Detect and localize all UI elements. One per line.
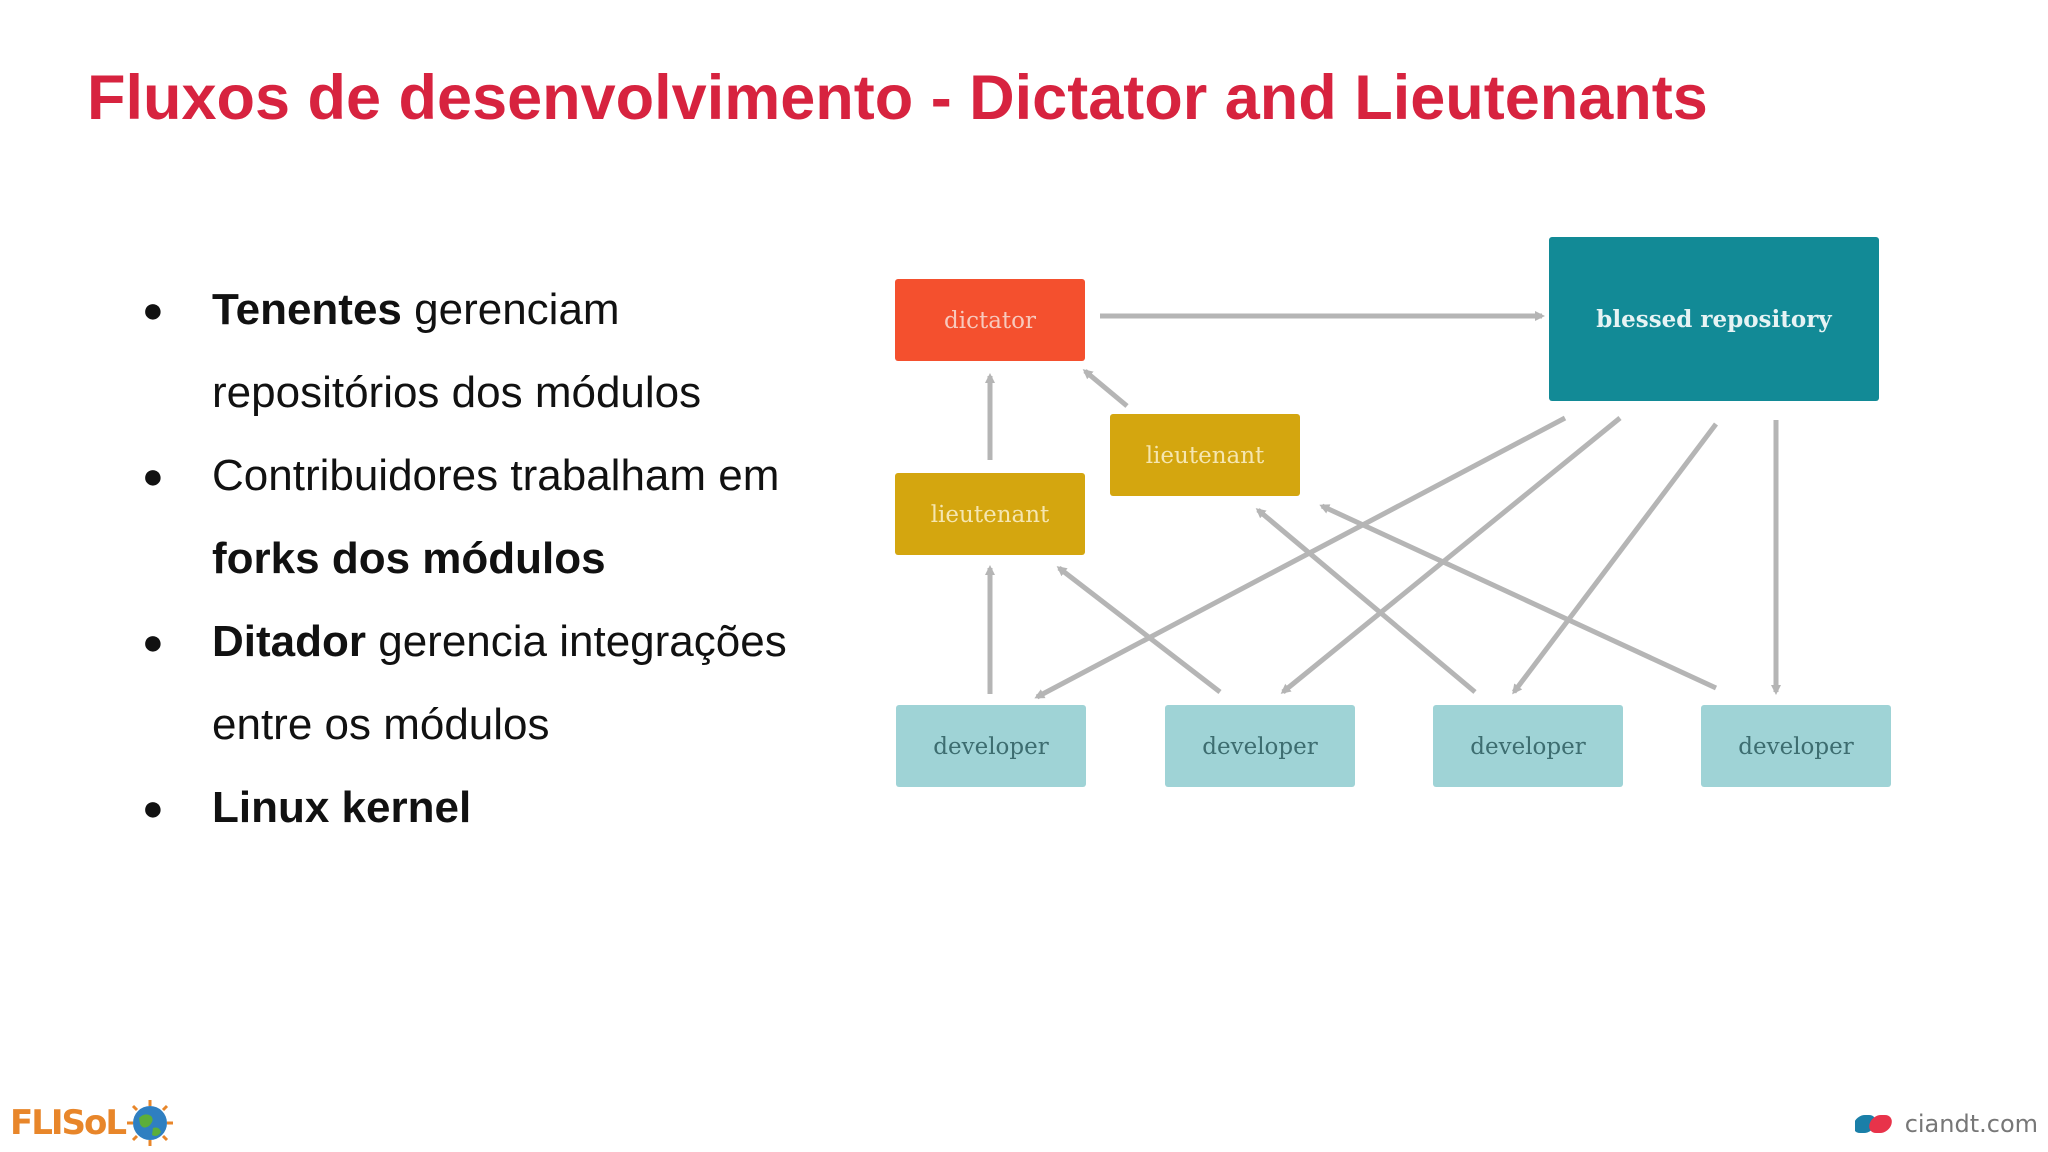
node-lieutenant-a — [895, 473, 1085, 555]
ciandt-logo — [1855, 1110, 2038, 1138]
node-label: blessed repository — [1596, 306, 1832, 333]
node-developer-2 — [1165, 705, 1355, 787]
node-label: developer — [1470, 734, 1586, 760]
flow-arrow — [1322, 506, 1716, 688]
bullet-text: gerencia integrações — [366, 617, 787, 666]
node-dictator — [895, 279, 1085, 361]
flow-arrow — [1514, 424, 1716, 692]
bullet-text-bold: Ditador — [212, 617, 366, 666]
bullet-text: entre os módulos — [212, 700, 550, 749]
flisol-logo-text: FLISoL — [10, 1103, 126, 1143]
node-label: lieutenant — [1145, 443, 1265, 469]
node-blessed — [1549, 237, 1879, 401]
bullet-dot: ● — [142, 787, 164, 828]
flow-arrow — [1258, 510, 1475, 692]
node-developer-4 — [1701, 705, 1891, 787]
bullet-dot: ● — [142, 621, 164, 662]
node-label: dictator — [944, 308, 1036, 334]
node-label: lieutenant — [930, 502, 1050, 528]
flisol-logo — [10, 1098, 175, 1148]
bullet-text: gerenciam — [401, 285, 620, 334]
bullet-text: repositórios dos módulos — [212, 368, 702, 417]
flow-arrow — [1085, 371, 1127, 406]
ciandt-mark-icon — [1855, 1111, 1899, 1137]
node-developer-1 — [896, 705, 1086, 787]
slide-title: Fluxos de desenvolvimento - Dictator and Lieutenants — [87, 63, 1708, 133]
bullet-dot: ● — [142, 455, 164, 496]
bullet-text-bold: Linux kernel — [212, 783, 472, 832]
globe-icon — [125, 1098, 175, 1148]
bullet-text-bold: Tenentes — [212, 285, 402, 334]
flow-arrow — [1283, 418, 1620, 692]
bullet-text-bold: forks dos módulos — [212, 534, 606, 583]
node-label: developer — [1738, 734, 1854, 760]
node-developer-3 — [1433, 705, 1623, 787]
node-label: developer — [1202, 734, 1318, 760]
node-label: developer — [933, 734, 1049, 760]
node-lieutenant-b — [1110, 414, 1300, 496]
ciandt-logo-text: ciandt.com — [1904, 1110, 2038, 1138]
bullet-dot: ● — [142, 289, 164, 330]
bullet-text: Contribuidores trabalham em — [212, 451, 780, 500]
